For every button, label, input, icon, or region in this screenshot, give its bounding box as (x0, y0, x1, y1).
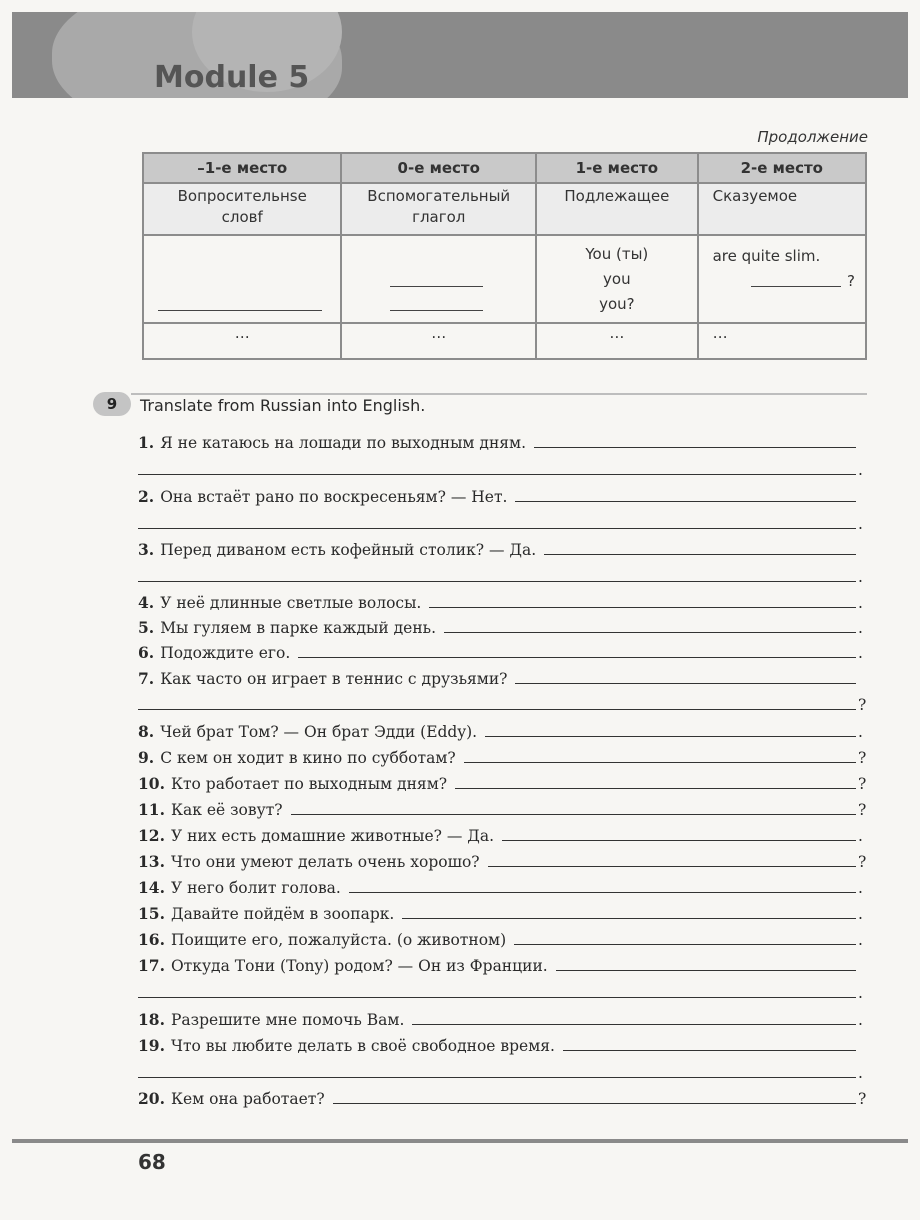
footer-divider (12, 1139, 908, 1143)
item-number: 12. (138, 826, 165, 845)
item-end-punctuation: . (858, 879, 863, 897)
item-number: 5. (138, 618, 155, 637)
exercise-number-badge: 9 (93, 392, 131, 416)
table-ellipsis-row (143, 323, 866, 359)
table-header-cell: 1-е место (536, 153, 698, 183)
answer-blank[interactable] (514, 944, 856, 945)
answer-blank[interactable] (349, 892, 856, 893)
item-number: 13. (138, 852, 165, 871)
item-end-punctuation: . (858, 931, 863, 949)
item-number: 10. (138, 774, 165, 793)
answer-blank[interactable] (138, 528, 856, 529)
predicate-text: are quite slim. (712, 247, 821, 265)
translation-item (138, 1031, 866, 1055)
translation-item (138, 428, 866, 452)
exercise-instruction: Translate from Russian into English. (140, 396, 426, 415)
item-text: У неё длинные светлые волосы. (160, 594, 422, 612)
translation-item (138, 873, 866, 897)
answer-blank[interactable] (444, 632, 856, 633)
item-number: 17. (138, 956, 165, 975)
item-end-punctuation: . (858, 1011, 863, 1029)
item-text: Чей брат Том? — Он брат Эдди (Eddy). (160, 723, 478, 741)
table-description-row (143, 183, 866, 235)
translation-item (138, 821, 866, 845)
item-text: Кем она работает? (170, 1090, 325, 1108)
translation-item (138, 951, 866, 975)
table-header-cell: –1-е место (143, 153, 341, 183)
item-end-punctuation: . (858, 723, 863, 741)
item-end-punctuation: ? (858, 775, 867, 793)
item-end-punctuation: ? (858, 696, 867, 714)
answer-blank[interactable] (502, 840, 856, 841)
item-number: 4. (138, 593, 155, 612)
item-number: 18. (138, 1010, 165, 1029)
answer-line (138, 455, 866, 479)
module-header-band (12, 12, 908, 98)
subject-line: You (ты) (585, 245, 649, 263)
item-number: 2. (138, 487, 155, 506)
translation-item (138, 717, 866, 741)
item-number: 19. (138, 1036, 165, 1055)
table-example-cell (536, 235, 698, 323)
subject-line: you? (599, 295, 635, 313)
ellipsis-cell: … (341, 323, 536, 359)
answer-line (138, 562, 866, 586)
answer-blank[interactable] (138, 709, 856, 710)
answer-blank[interactable] (390, 310, 483, 311)
answer-blank[interactable] (291, 814, 856, 815)
answer-blank[interactable] (515, 683, 856, 684)
answer-blank[interactable] (412, 1024, 856, 1025)
answer-blank[interactable] (298, 657, 856, 658)
item-text: У него болит голова. (170, 879, 341, 897)
item-end-punctuation: . (858, 644, 863, 662)
description-line: глагол (412, 208, 466, 226)
item-number: 3. (138, 540, 155, 559)
answer-blank[interactable] (464, 762, 856, 763)
item-text: Перед диваном есть кофейный столик? — Да. (160, 541, 537, 559)
item-end-punctuation: ? (858, 1090, 867, 1108)
item-text: Мы гуляем в парке каждый день. (160, 619, 437, 637)
subject-line: you (603, 270, 631, 288)
answer-blank[interactable] (488, 866, 856, 867)
table-description-cell (143, 183, 341, 235)
answer-blank[interactable] (556, 970, 856, 971)
page-number: 68 (138, 1150, 166, 1174)
item-number: 7. (138, 669, 155, 688)
item-text: Я не катаюсь на лошади по выходным дням. (160, 434, 527, 452)
exercise-divider (131, 393, 867, 395)
ellipsis-cell: … (536, 323, 698, 359)
translation-item (138, 482, 866, 506)
table-header-cell: 0-е место (341, 153, 536, 183)
translation-item (138, 743, 866, 767)
item-end-punctuation: . (858, 1064, 863, 1082)
answer-blank[interactable] (333, 1103, 856, 1104)
item-end-punctuation: . (858, 515, 863, 533)
translation-item (138, 769, 866, 793)
translation-item (138, 795, 866, 819)
answer-blank[interactable] (402, 918, 856, 919)
table-example-cell (698, 235, 866, 323)
translation-item (138, 925, 866, 949)
item-text: Давайте пойдём в зоопарк. (170, 905, 395, 923)
item-text: Разрешите мне помочь Вам. (170, 1011, 405, 1029)
table-description-cell: Сказуемое (698, 183, 866, 235)
answer-blank[interactable] (138, 1077, 856, 1078)
answer-line (138, 690, 866, 714)
item-end-punctuation: . (858, 984, 863, 1002)
answer-blank[interactable] (544, 554, 856, 555)
table-header-row (143, 153, 866, 183)
item-text: Откуда Тони (Tony) родом? — Он из Франции. (170, 957, 548, 975)
translation-item (138, 847, 866, 871)
item-number: 20. (138, 1089, 165, 1108)
answer-line (138, 1058, 866, 1082)
word-order-table (142, 152, 867, 360)
answer-blank[interactable] (390, 286, 483, 287)
answer-blank[interactable] (138, 997, 856, 998)
item-text: С кем он ходит в кино по субботам? (160, 749, 456, 767)
item-text: Кто работает по выходным дням? (170, 775, 448, 793)
translation-item (138, 638, 866, 662)
module-title: Module 5 (154, 60, 310, 95)
item-text: Как её зовут? (170, 801, 283, 819)
item-number: 14. (138, 878, 165, 897)
answer-blank[interactable] (429, 607, 856, 608)
item-text: У них есть домашние животные? — Да. (170, 827, 495, 845)
item-text: Поищите его, пожалуйста. (о животном) (170, 931, 507, 949)
translation-item (138, 1005, 866, 1029)
answer-blank[interactable] (515, 501, 856, 502)
item-end-punctuation: . (858, 461, 863, 479)
item-number: 15. (138, 904, 165, 923)
translation-item (138, 1084, 866, 1108)
item-end-punctuation: ? (858, 853, 867, 871)
table-description-cell (341, 183, 536, 235)
answer-blank[interactable] (563, 1050, 856, 1051)
answer-blank[interactable] (455, 788, 856, 789)
answer-line (138, 978, 866, 1002)
answer-line (138, 509, 866, 533)
item-end-punctuation: . (858, 827, 863, 845)
item-end-punctuation: . (858, 594, 863, 612)
answer-blank[interactable] (138, 474, 856, 475)
item-end-punctuation: . (858, 619, 863, 637)
description-line: словf (221, 208, 263, 226)
item-text: Она встаёт рано по воскресеньям? — Нет. (160, 488, 508, 506)
item-text: Как часто он играет в теннис с друзьями? (160, 670, 508, 688)
question-mark: ? (847, 272, 855, 290)
table-header-cell: 2-е место (698, 153, 866, 183)
table-description-cell: Подлежащее (536, 183, 698, 235)
item-text: Что вы любите делать в своё свободное время. (170, 1037, 555, 1055)
answer-blank[interactable] (138, 581, 856, 582)
translation-item (138, 535, 866, 559)
item-number: 9. (138, 748, 155, 767)
item-end-punctuation: . (858, 905, 863, 923)
continuation-label: Продолжение (757, 128, 868, 146)
item-end-punctuation: ? (858, 749, 867, 767)
table-example-cell (143, 235, 341, 323)
item-number: 6. (138, 643, 155, 662)
translation-item (138, 664, 866, 688)
description-line: Вопросительнsе (177, 187, 307, 205)
answer-blank[interactable] (534, 447, 856, 448)
translation-item (138, 588, 866, 612)
table-example-row (143, 235, 866, 323)
translation-item (138, 899, 866, 923)
item-text: Подождите его. (160, 644, 291, 662)
translation-item (138, 613, 866, 637)
ellipsis-cell: … (698, 323, 866, 359)
answer-blank[interactable] (158, 310, 322, 311)
item-number: 11. (138, 800, 165, 819)
item-number: 16. (138, 930, 165, 949)
ellipsis-cell: … (143, 323, 341, 359)
answer-blank[interactable] (485, 736, 856, 737)
item-text: Что они умеют делать очень хорошо? (170, 853, 480, 871)
item-end-punctuation: . (858, 568, 863, 586)
item-number: 8. (138, 722, 155, 741)
item-end-punctuation: ? (858, 801, 867, 819)
item-number: 1. (138, 433, 155, 452)
table-example-cell (341, 235, 536, 323)
description-line: Вспомогательный (367, 187, 511, 205)
answer-blank[interactable] (751, 286, 841, 287)
